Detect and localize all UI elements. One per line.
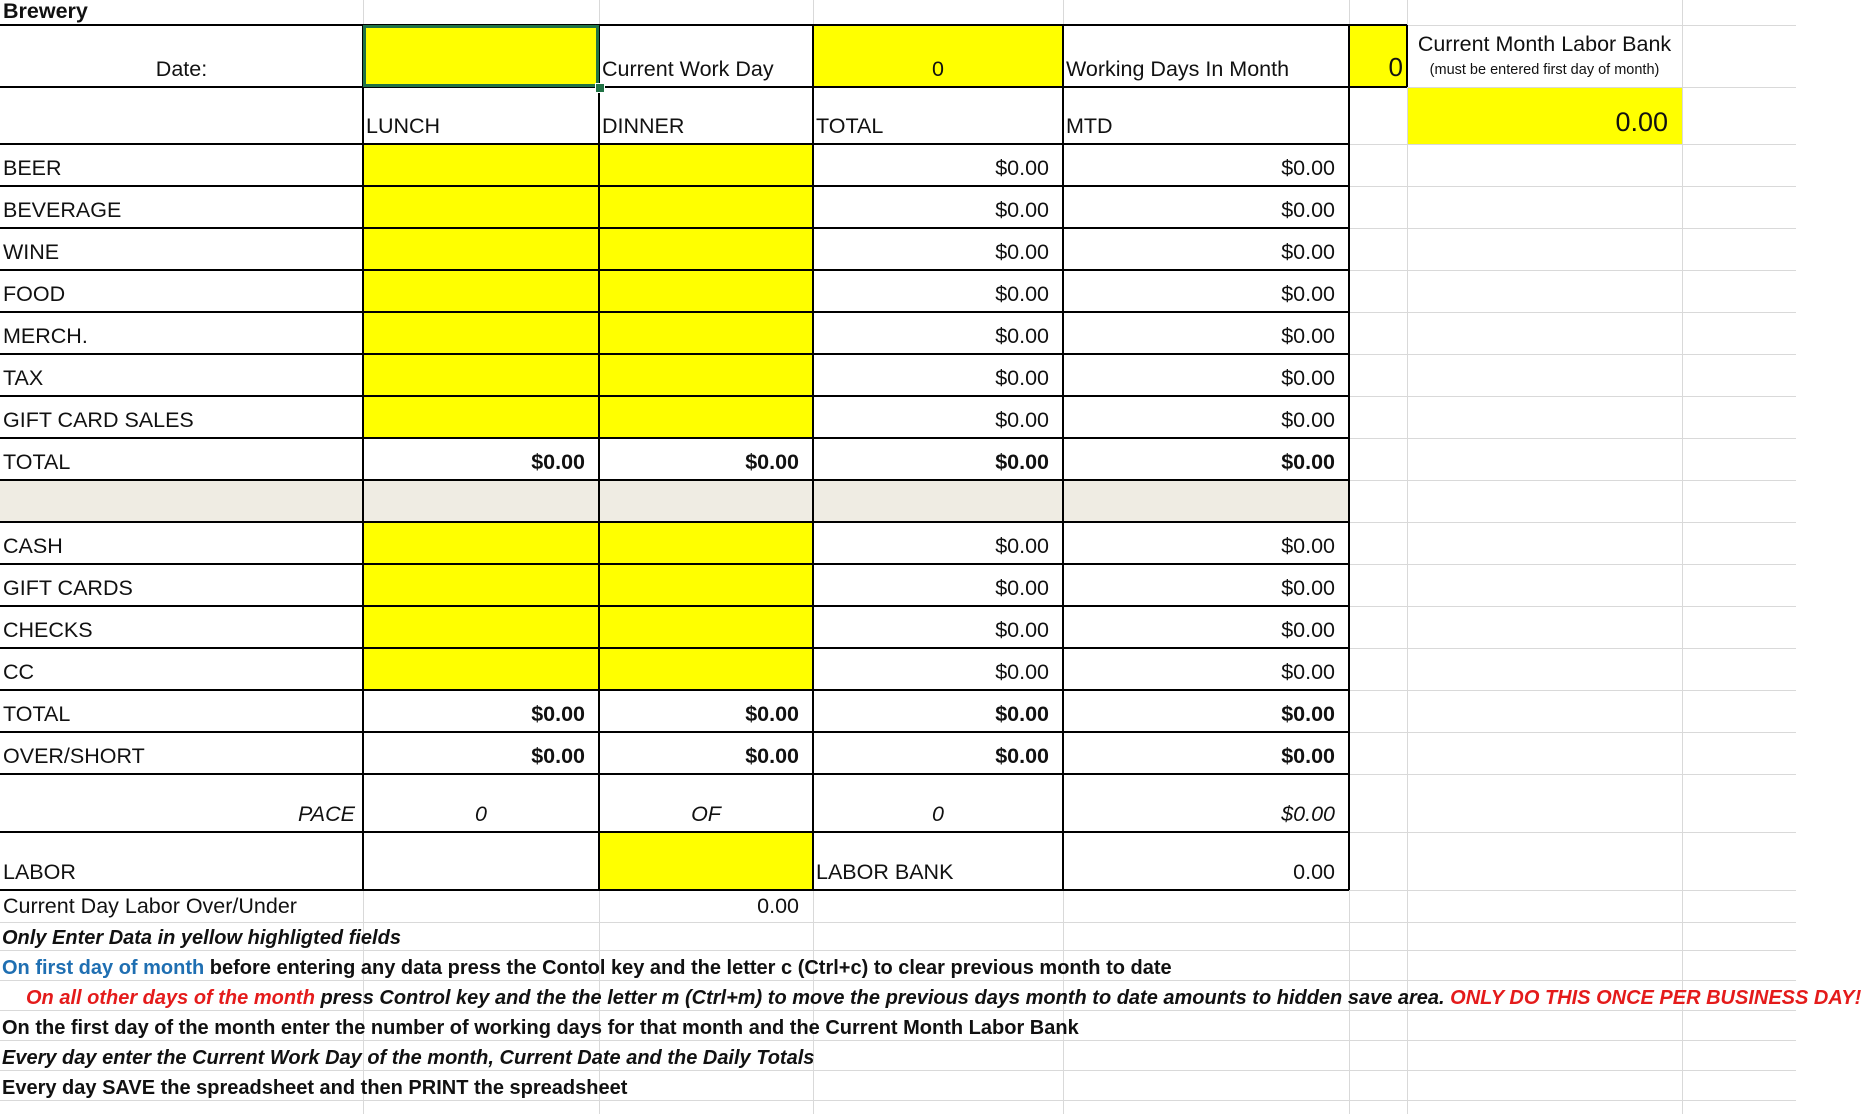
sales-row-food-label: FOOD xyxy=(3,281,66,306)
sales-row-beer-label: BEER xyxy=(3,155,62,180)
sales-row-tax-lunch[interactable] xyxy=(363,354,599,396)
sales-row-merch-total: $0.00 xyxy=(995,323,1049,348)
gridline xyxy=(0,1070,1796,1071)
payment-total-total: $0.00 xyxy=(995,701,1049,726)
gridline xyxy=(0,1040,1796,1041)
pace-label: PACE xyxy=(298,801,355,826)
sales-total-dinner: $0.00 xyxy=(745,449,799,474)
instruction-line-4: On the first day of the month enter the number of working days for that month and the Current Month Labor Bank xyxy=(2,1017,1079,1039)
pace-of-label: OF xyxy=(691,801,721,826)
labor-over-under-label: Current Day Labor Over/Under xyxy=(3,893,297,918)
separator-row xyxy=(0,480,1349,522)
payment-row-checks-label: CHECKS xyxy=(3,617,93,642)
payment-row-checks-dinner[interactable] xyxy=(599,606,813,648)
labor-bank-label: LABOR BANK xyxy=(816,859,954,884)
instruction-text: before entering any data press the Contol key and the letter c (Ctrl+c) to clear previous month to date xyxy=(204,957,1172,979)
sales-row-beer-dinner[interactable] xyxy=(599,144,813,186)
payment-row-cc-lunch[interactable] xyxy=(363,648,599,690)
payment-row-cc-label: CC xyxy=(3,659,35,684)
payment-row-checks-total: $0.00 xyxy=(995,617,1049,642)
sales-row-merch-mtd: $0.00 xyxy=(1281,323,1335,348)
sales-row-wine-lunch[interactable] xyxy=(363,228,599,270)
date-label: Date: xyxy=(155,56,208,81)
over-short-mtd: $0.00 xyxy=(1281,743,1335,768)
instruction-line-1: Only Enter Data in yellow highligted fields xyxy=(2,927,401,949)
over-short-lunch: $0.00 xyxy=(531,743,585,768)
sales-row-gift-card-sales-label: GIFT CARD SALES xyxy=(3,407,194,432)
labor-bank-value: 0.00 xyxy=(1293,859,1335,884)
payment-row-gift-cards-dinner[interactable] xyxy=(599,564,813,606)
gridline xyxy=(0,922,1796,923)
payment-row-cash-total: $0.00 xyxy=(995,533,1049,558)
sales-row-food-lunch[interactable] xyxy=(363,270,599,312)
gridline xyxy=(0,1100,1796,1101)
sales-row-beer-total: $0.00 xyxy=(995,155,1049,180)
instruction-line-3 xyxy=(26,988,1861,1008)
working-days-label: Working Days In Month xyxy=(1066,56,1290,81)
sales-row-merch-dinner[interactable] xyxy=(599,312,813,354)
instruction-red-warning: ONLY DO THIS ONCE PER BUSINESS DAY! xyxy=(1450,987,1861,1009)
sales-row-beer-mtd: $0.00 xyxy=(1281,155,1335,180)
instruction-line-2 xyxy=(2,958,1172,978)
payment-row-checks-mtd: $0.00 xyxy=(1281,617,1335,642)
sales-row-gift-card-sales-lunch[interactable] xyxy=(363,396,599,438)
payment-row-cc-total: $0.00 xyxy=(995,659,1049,684)
gridline xyxy=(1682,0,1683,1114)
payment-row-cash-label: CASH xyxy=(3,533,63,558)
labor-over-under-value: 0.00 xyxy=(757,893,799,918)
payment-row-cash-mtd: $0.00 xyxy=(1281,533,1335,558)
sales-row-wine-dinner[interactable] xyxy=(599,228,813,270)
column-header-lunch: LUNCH xyxy=(366,113,441,138)
over-short-label: OVER/SHORT xyxy=(3,743,145,768)
payment-total-lunch: $0.00 xyxy=(531,701,585,726)
labor-bank-title: Current Month Labor Bank xyxy=(1417,31,1672,56)
sales-row-tax-label: TAX xyxy=(3,365,44,390)
payment-total-dinner: $0.00 xyxy=(745,701,799,726)
sales-row-food-mtd: $0.00 xyxy=(1281,281,1335,306)
payment-row-cc-dinner[interactable] xyxy=(599,648,813,690)
column-header-dinner: DINNER xyxy=(602,113,685,138)
sales-row-gift-card-sales-total: $0.00 xyxy=(995,407,1049,432)
payment-row-checks-lunch[interactable] xyxy=(363,606,599,648)
payment-total-mtd: $0.00 xyxy=(1281,701,1335,726)
sales-row-wine-total: $0.00 xyxy=(995,239,1049,264)
column-header-total: TOTAL xyxy=(816,113,884,138)
sales-row-beverage-label: BEVERAGE xyxy=(3,197,122,222)
instruction-red-text: On all other days of the month xyxy=(26,987,315,1009)
payment-row-gift-cards-mtd: $0.00 xyxy=(1281,575,1335,600)
labor-input[interactable] xyxy=(599,832,813,890)
sales-row-beverage-dinner[interactable] xyxy=(599,186,813,228)
sales-row-merch-lunch[interactable] xyxy=(363,312,599,354)
payment-row-cash-lunch[interactable] xyxy=(363,522,599,564)
sales-row-wine-label: WINE xyxy=(3,239,60,264)
sales-row-tax-mtd: $0.00 xyxy=(1281,365,1335,390)
column-header-mtd: MTD xyxy=(1066,113,1113,138)
sales-row-beer-lunch[interactable] xyxy=(363,144,599,186)
gridline xyxy=(1407,0,1408,1114)
payment-row-gift-cards-label: GIFT CARDS xyxy=(3,575,133,600)
labor-label: LABOR xyxy=(3,859,76,884)
over-short-total: $0.00 xyxy=(995,743,1049,768)
payment-total-label: TOTAL xyxy=(3,701,71,726)
instruction-text: press Control key and the the letter m (Ctrl+m) to move the previous days month to date amounts to hidden save area. xyxy=(314,987,1451,1009)
instruction-line-6: Every day SAVE the spreadsheet and then PRINT the spreadsheet xyxy=(2,1077,628,1099)
instruction-blue-text: On first day of month xyxy=(2,957,205,979)
pace-of-value: 0 xyxy=(932,801,944,826)
payment-row-gift-cards-total: $0.00 xyxy=(995,575,1049,600)
gridline xyxy=(0,950,1796,951)
working-days-input[interactable]: 0 xyxy=(1388,52,1403,82)
sales-total-mtd: $0.00 xyxy=(1281,449,1335,474)
sales-row-food-dinner[interactable] xyxy=(599,270,813,312)
sales-row-gift-card-sales-mtd: $0.00 xyxy=(1281,407,1335,432)
work-day-label: Current Work Day xyxy=(602,56,774,81)
sales-row-merch-label: MERCH. xyxy=(3,323,88,348)
sales-row-wine-mtd: $0.00 xyxy=(1281,239,1335,264)
labor-bank-note: (must be entered first day of month) xyxy=(1429,61,1660,78)
over-short-dinner: $0.00 xyxy=(745,743,799,768)
sales-row-beverage-mtd: $0.00 xyxy=(1281,197,1335,222)
sales-row-tax-dinner[interactable] xyxy=(599,354,813,396)
work-day-input[interactable]: 0 xyxy=(932,56,944,81)
sales-row-beverage-total: $0.00 xyxy=(995,197,1049,222)
sales-total-label: TOTAL xyxy=(3,449,71,474)
sheet-title: Brewery xyxy=(3,0,88,23)
payment-row-cash-dinner[interactable] xyxy=(599,522,813,564)
pace-amount: $0.00 xyxy=(1281,801,1335,826)
pace-value: 0 xyxy=(475,801,487,826)
sales-total-total: $0.00 xyxy=(995,449,1049,474)
date-input[interactable] xyxy=(363,25,599,87)
sales-row-gift-card-sales-dinner[interactable] xyxy=(599,396,813,438)
sales-row-beverage-lunch[interactable] xyxy=(363,186,599,228)
instruction-line-5: Every day enter the Current Work Day of the month, Current Date and the Daily Totals xyxy=(2,1047,815,1069)
sales-row-food-total: $0.00 xyxy=(995,281,1049,306)
gridline xyxy=(0,1010,1796,1011)
sales-total-lunch: $0.00 xyxy=(531,449,585,474)
gridline xyxy=(0,980,1796,981)
payment-row-cc-mtd: $0.00 xyxy=(1281,659,1335,684)
sales-row-tax-total: $0.00 xyxy=(995,365,1049,390)
labor-bank-input[interactable]: 0.00 xyxy=(1615,107,1668,137)
payment-row-gift-cards-lunch[interactable] xyxy=(363,564,599,606)
